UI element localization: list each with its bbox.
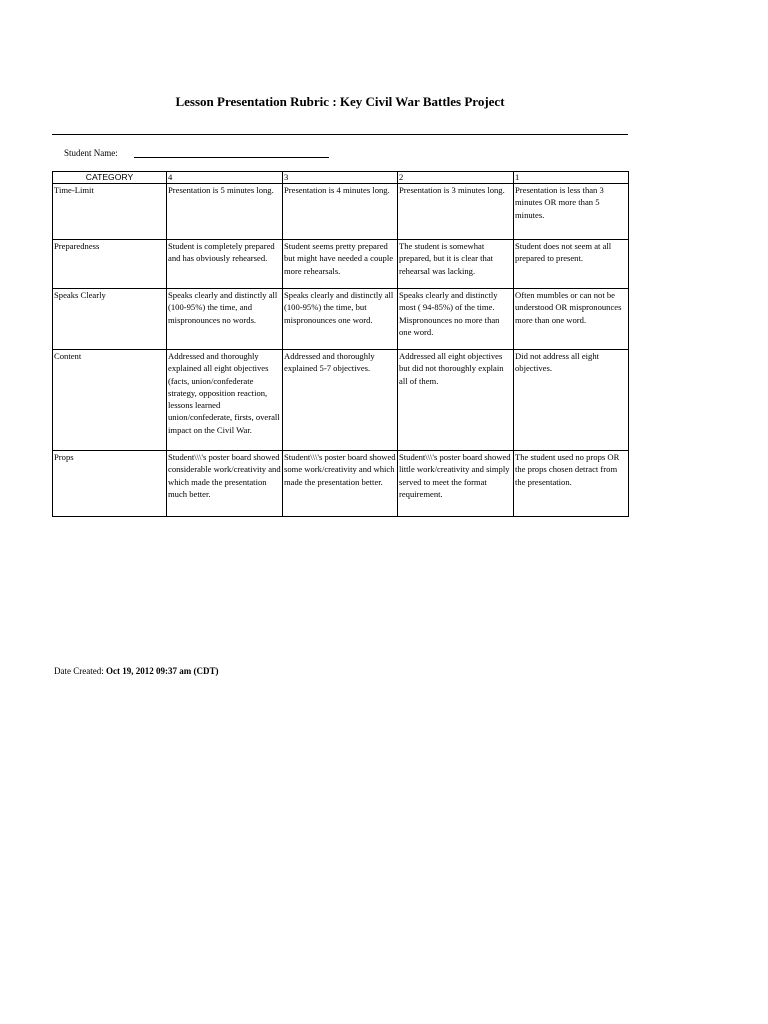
rubric-cell: Presentation is 5 minutes long.: [167, 184, 283, 240]
rubric-cell: Presentation is 4 minutes long.: [283, 184, 398, 240]
date-created-label: Date Created:: [54, 666, 104, 676]
rubric-cell: Addressed all eight objectives but did not thoroughly explain all of them.: [398, 350, 514, 451]
rubric-cell: Student\\\'s poster board showed some work/creativity and which made the presentation better.: [283, 451, 398, 517]
rubric-cell: Addressed and thoroughly explained all eight objectives (facts, union/confederate strategy, opposition reaction, lessons learned union/confederate, firsts, overall impact on the Civil War.: [167, 350, 283, 451]
row-category: Props: [53, 451, 167, 517]
rubric-cell: Student does not seem at all prepared to present.: [514, 240, 629, 289]
table-row: [53, 184, 629, 240]
rubric-cell: Speaks clearly and distinctly most ( 94-85%) of the time. Mispronounces no more than one word.: [398, 289, 514, 350]
student-name-label: Student Name:: [64, 148, 118, 158]
header-score-2: 2: [398, 172, 514, 184]
row-category: Content: [53, 350, 167, 451]
rubric-cell: Did not address all eight objectives.: [514, 350, 629, 451]
header-score-1: 1: [514, 172, 629, 184]
rubric-cell: Student\\\'s poster board showed little work/creativity and simply served to meet the format requirement.: [398, 451, 514, 517]
table-row: [53, 240, 629, 289]
rubric-cell: Often mumbles or can not be understood OR mispronounces more than one word.: [514, 289, 629, 350]
student-name-blank-line: [134, 157, 329, 158]
title-divider: [52, 134, 628, 135]
document-title: Lesson Presentation Rubric : Key Civil War Battles Project: [175, 94, 505, 109]
row-category: Speaks Clearly: [53, 289, 167, 350]
header-score-4: 4: [167, 172, 283, 184]
rubric-cell: The student is somewhat prepared, but it is clear that rehearsal was lacking.: [398, 240, 514, 289]
rubric-cell: Presentation is less than 3 minutes OR more than 5 minutes.: [514, 184, 629, 240]
table-header-row: [53, 172, 629, 184]
row-category: Time-Limit: [53, 184, 167, 240]
date-created: [54, 666, 218, 676]
rubric-cell: Student is completely prepared and has obviously rehearsed.: [167, 240, 283, 289]
table-row: [53, 289, 629, 350]
rubric-cell: Presentation is 3 minutes long.: [398, 184, 514, 240]
row-category: Preparedness: [53, 240, 167, 289]
rubric-cell: Speaks clearly and distinctly all (100-95%) the time, but mispronounces one word.: [283, 289, 398, 350]
rubric-cell: The student used no props OR the props chosen detract from the presentation.: [514, 451, 629, 517]
rubric-cell: Addressed and thoroughly explained 5-7 objectives.: [283, 350, 398, 451]
header-score-3: 3: [283, 172, 398, 184]
header-category: CATEGORY: [53, 172, 167, 184]
date-created-value: Oct 19, 2012 09:37 am (CDT): [105, 666, 219, 676]
rubric-cell: Speaks clearly and distinctly all (100-95%) the time, and mispronounces no words.: [167, 289, 283, 350]
rubric-table: [52, 171, 629, 517]
rubric-cell: Student seems pretty prepared but might have needed a couple more rehearsals.: [283, 240, 398, 289]
rubric-cell: Student\\\'s poster board showed considerable work/creativity and which made the presentation much better.: [167, 451, 283, 517]
table-row: [53, 451, 629, 517]
table-row: [53, 350, 629, 451]
